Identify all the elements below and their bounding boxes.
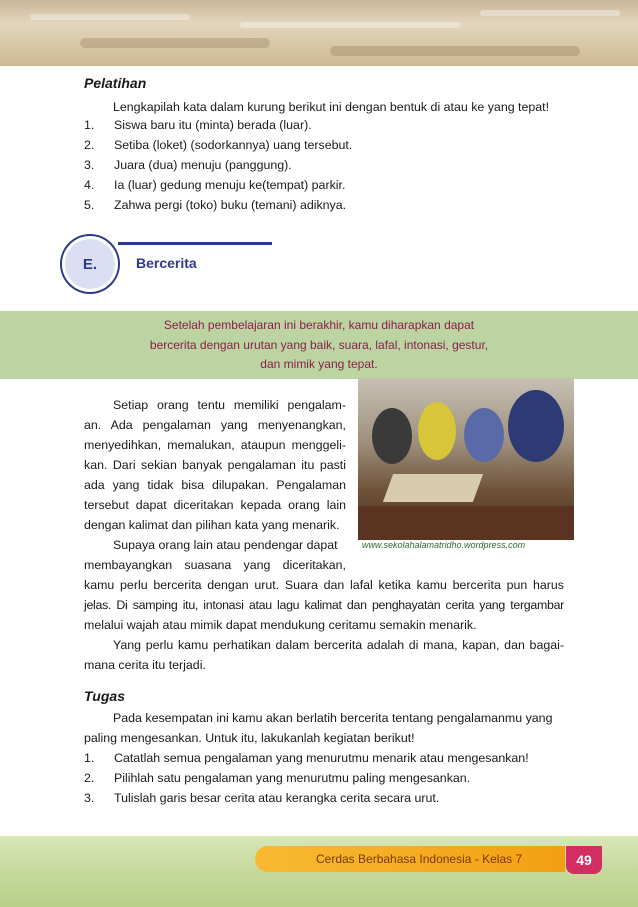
- list-item: 3. Juara (dua) menuju (panggung).: [84, 158, 292, 172]
- photo-caption: www.sekolahalamatridho.wordpress.com: [362, 540, 526, 550]
- section-title: Bercerita: [136, 255, 197, 271]
- list-item: 2. Pilihlah satu pengalaman yang menurutmu paling mengesankan.: [84, 771, 471, 785]
- list-item: 4. Ia (luar) gedung menuju ke(tempat) parkir.: [84, 178, 346, 192]
- section-header: [62, 236, 222, 292]
- photo-figure: [508, 390, 564, 462]
- section-letter-badge: E.: [62, 236, 118, 292]
- footer-book-title: Cerdas Berbahasa Indonesia - Kelas 7: [316, 852, 523, 866]
- header-streak: [480, 10, 620, 16]
- header-shade: [80, 38, 270, 48]
- storytelling-photo: [358, 378, 574, 540]
- pelatihan-title: Pelatihan: [84, 75, 147, 91]
- page-number-badge: 49: [566, 846, 602, 874]
- list-item: 1. Catatlah semua pengalaman yang menurutmu menarik atau mengesankan!: [84, 751, 529, 765]
- photo-floor: [358, 506, 574, 540]
- tugas-list: [84, 748, 564, 808]
- learning-goal-text: Setelah pembelajaran ini berakhir, kamu diharapkan dapat bercerita dengan urutan yang baik, suara, lafal, intonasi, gestur, dan mimik yang tepat.: [149, 318, 489, 371]
- header-decoration: [0, 0, 638, 66]
- header-shade: [330, 46, 580, 56]
- list-item: 5. Zahwa pergi (toko) buku (temani) adiknya.: [84, 198, 347, 212]
- photo-figure: [418, 402, 456, 460]
- header-streak: [240, 22, 460, 28]
- photo-figure: [464, 408, 504, 462]
- pelatihan-list: [84, 115, 564, 215]
- list-item: 2. Setiba (loket) (sodorkannya) uang tersebut.: [84, 138, 353, 152]
- tugas-intro: Pada kesempatan ini kamu akan berlatih bercerita tentang pengalamanmu yang paling mengesankan. Untuk itu, lakukanlah kegiatan berikut!: [84, 711, 553, 745]
- body-paragraph-narrow: Setiap orang tentu memiliki pengalam- an. Ada pengalaman yang menyenangkan, menyedihkan, memalukan, ataupun menggeli- kan. Dari sekian banyak pengalaman itu pasti ada yang tidak bisa dilupakan. Pengalaman tersebut dapat diceritakan kepada orang lain dengan kalimat dan pilihan kata yang menarik. Supaya orang lain atau pendengar dapat membayangkan suasana yang diceritakan,: [84, 398, 346, 572]
- list-item: 1. Siswa baru itu (minta) berada (luar).: [84, 118, 312, 132]
- section-rule: [118, 242, 272, 245]
- header-streak: [30, 14, 190, 20]
- pelatihan-instruction: Lengkapilah kata dalam kurung berikut ini dengan bentuk di atau ke yang tepat!: [113, 100, 550, 114]
- tugas-title: Tugas: [84, 688, 125, 704]
- photo-board: [383, 474, 483, 502]
- body-paragraph-wide: kamu perlu bercerita dengan urut. Suara dan lafal ketika kamu bercerita pun harus jelas. Di samping itu, intonasi atau lagu kalimat dan penghayatan cerita yang tergambar melalui wajah atau mimik dapat mendukung ceritamu semakin menarik. Yang perlu kamu perhatikan dalam bercerita adalah di mana, kapan, dan bagai- mana cerita itu terjadi.: [84, 578, 564, 672]
- list-item: 3. Tulislah garis besar cerita atau kerangka cerita secara urut.: [84, 791, 440, 805]
- photo-figure: [372, 408, 412, 464]
